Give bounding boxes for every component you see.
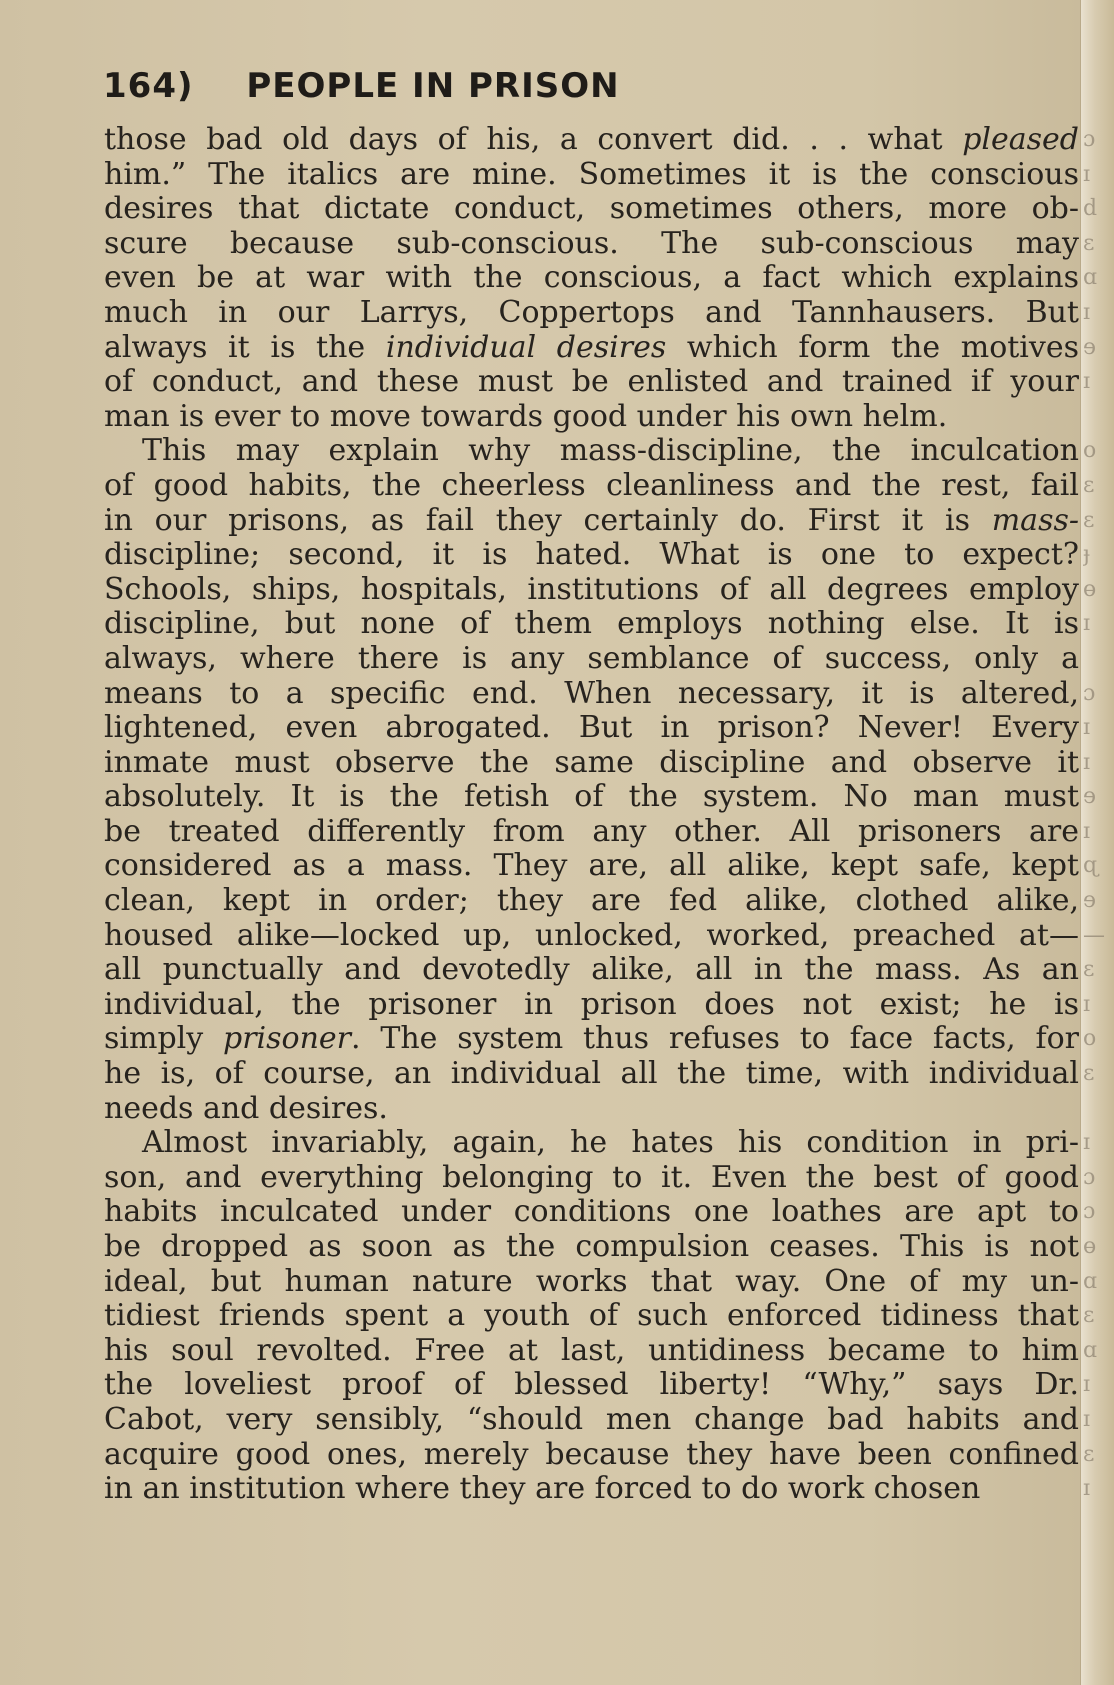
bleed-through-glyph: ɛ [1083, 957, 1095, 983]
text-line: Schools, ships, hospitals, institutions of all degrees employ [104, 572, 1079, 607]
text-line: be treated differently from any other. All prisoners are [104, 814, 1079, 849]
bleed-through-glyph: ɪ [1083, 1406, 1091, 1432]
bleed-through-glyph: ɔ [1083, 1164, 1096, 1190]
bleed-through-glyph: ɟ [1083, 542, 1090, 568]
text-line: discipline; second, it is hated. What is one to expect? [104, 538, 1079, 573]
bleed-through-glyph [1083, 642, 1113, 677]
text-line: needs and desires. [104, 1091, 388, 1126]
bleed-through-glyph: ɪ [1083, 1476, 1091, 1502]
italic-emphasis: pleased [962, 123, 1079, 157]
body-text [104, 123, 1079, 1507]
bleed-through-glyph: ɛ [1083, 1441, 1095, 1467]
text-line: son, and everything belonging to it. Even the best of good [104, 1160, 1079, 1195]
page-number: 164) [103, 66, 194, 106]
text-line: ideal, but human nature works that way. One of my un- [104, 1264, 1079, 1299]
bleed-through-glyph: ɪ [1083, 991, 1091, 1017]
text-line: clean, kept in order; they are fed alike, clothed alike, [104, 884, 1079, 919]
text-line: simply prisoner. The system thus refuses to face facts, for [104, 1022, 1079, 1057]
text-line: Cabot, very sensibly, “should men change bad habits and [104, 1402, 1079, 1437]
bleed-through-glyph: ɪ [1083, 818, 1091, 844]
text-line: always, where there is any semblance of success, only a [104, 641, 1079, 676]
text-line: his soul revolted. Free at last, untidiness became to him [104, 1333, 1079, 1368]
bleed-through-glyph: ɘ [1083, 334, 1097, 360]
text-line: of conduct, and these must be enlisted and trained if your [104, 365, 1079, 400]
facing-page-bleed-through [1083, 123, 1113, 1507]
running-header [103, 66, 620, 106]
text-line: discipline, but none of them employs nothing else. It is [104, 607, 1079, 642]
running-title: PEOPLE IN PRISON [246, 66, 620, 106]
text-line: absolutely. It is the fetish of the system. No man must [104, 780, 1079, 815]
bleed-through-glyph: — [1083, 922, 1105, 948]
italic-emphasis: mass- [991, 503, 1079, 538]
bleed-through-glyph: ɪ [1083, 611, 1091, 637]
text-line: even be at war with the conscious, a fact which explains [104, 261, 1079, 296]
text-line: considered as a mass. They are, all alike, kept safe, kept [104, 849, 1079, 884]
bleed-through-glyph: o [1083, 1026, 1097, 1052]
bleed-through-glyph: ɘ [1083, 888, 1097, 914]
bleed-through-glyph: ɘ [1083, 784, 1097, 810]
text-line: scure because sub-conscious. The sub-conscious may [104, 226, 1079, 261]
bleed-through-glyph: ɑ [1083, 1268, 1098, 1294]
bleed-through-glyph: ɪ [1083, 715, 1091, 741]
bleed-through-glyph: ɛ [1083, 507, 1095, 533]
bleed-through-glyph: ɪ [1083, 369, 1091, 395]
text-line: always it is the individual desires which form the motives [104, 330, 1079, 365]
text-line: he is, of course, an individual all the time, with individual [104, 1057, 1079, 1092]
bleed-through-glyph: ɛ [1083, 1061, 1095, 1087]
text-line: man is ever to move towards good under his own helm. [104, 399, 948, 434]
bleed-through-glyph: ɛ [1083, 230, 1095, 256]
bleed-through-glyph [1083, 400, 1113, 435]
bleed-through-glyph: ɛ [1083, 1303, 1095, 1329]
text-line: much in our Larrys, Coppertops and Tannhausers. But [104, 295, 1079, 330]
bleed-through-glyph: ɔ [1083, 680, 1096, 706]
text-line: acquire good ones, merely because they have been confined [104, 1437, 1079, 1472]
text-line: Almost invariably, again, he hates his condition in pri- [142, 1126, 1079, 1161]
bleed-through-glyph: ɑ [1083, 265, 1098, 291]
bleed-through-glyph: ɋ [1083, 853, 1098, 879]
text-line: be dropped as soon as the compulsion ceases. This is not [104, 1230, 1079, 1264]
bleed-through-glyph: ɵ [1083, 1234, 1097, 1259]
bleed-through-glyph: ɔ [1083, 1199, 1096, 1225]
text-line: tidiest friends spent a youth of such enforced tidiness that [104, 1299, 1079, 1334]
italic-emphasis: prisoner [222, 1022, 351, 1057]
bleed-through-glyph [1083, 1092, 1113, 1127]
bleed-through-glyph: ɪ [1083, 749, 1091, 775]
text-line: This may explain why mass-discipline, the inculcation [142, 434, 1079, 469]
bleed-through-glyph: ɪ [1083, 1130, 1091, 1156]
text-line: inmate must observe the same discipline and observe it [104, 745, 1079, 780]
text-line: desires that dictate conduct, sometimes others, more ob- [104, 192, 1079, 227]
text-line: means to a specific end. When necessary, it is altered, [104, 676, 1079, 711]
italic-emphasis: individual desires [385, 330, 667, 365]
text-line: individual, the prisoner in prison does not exist; he is [104, 987, 1079, 1022]
text-line: housed alike—locked up, unlocked, worked, preached at— [104, 918, 1079, 953]
bleed-through-glyph: ɔ [1083, 127, 1096, 152]
text-line: lightened, even abrogated. But in prison? Never! Every [104, 711, 1079, 746]
bleed-through-glyph: d [1083, 196, 1098, 222]
bleed-through-glyph: ɪ [1083, 161, 1091, 187]
bleed-through-glyph: ɪ [1083, 299, 1091, 325]
bleed-through-glyph: ɑ [1083, 1337, 1098, 1363]
text-line: habits inculcated under conditions one loathes are apt to [104, 1195, 1079, 1230]
text-line: all punctually and devotedly alike, all in the mass. As an [104, 953, 1079, 988]
bleed-through-glyph: ɪ [1083, 1372, 1091, 1398]
text-line: those bad old days of his, a convert did. . . what pleased [104, 123, 1079, 157]
text-line: him.” The italics are mine. Sometimes it is the conscious [104, 157, 1079, 192]
bleed-through-glyph: ɛ [1083, 472, 1095, 498]
text-line: the loveliest proof of blessed liberty! “Why,” says Dr. [104, 1368, 1079, 1403]
text-line: in our prisons, as fail they certainly do. First it is mass- [104, 503, 1079, 538]
text-line: in an institution where they are forced to do work chosen [104, 1472, 981, 1507]
bleed-through-glyph: ɵ [1083, 576, 1097, 602]
text-line: of good habits, the cheerless cleanliness and the rest, fail [104, 468, 1079, 503]
bleed-through-glyph: o [1083, 438, 1097, 464]
